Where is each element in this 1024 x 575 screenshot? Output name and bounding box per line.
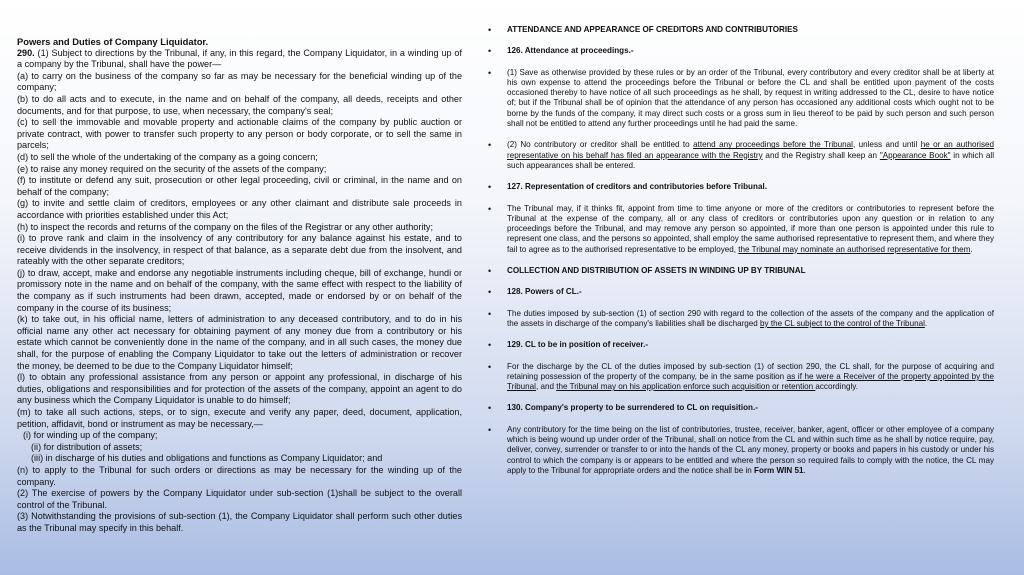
clause-f: (f) to institute or defend any suit, prosecution or other legal proceeding, civil or criminal, in the name and on behalf of the company; <box>17 175 462 197</box>
rule-130-body <box>507 425 994 475</box>
text-run: For the discharge by the CL of the duties imposed by sub-section (1) of section 290, the CL shall, for the purpose of acquiring and retaining possession of the property of the company, be in the same position <box>507 361 994 381</box>
bullet-icon: • <box>488 403 492 414</box>
rule-126-1: (1) Save as otherwise provided by these rules or by an order of the Tribunal, every contributory and every creditor shall be at liberty at his own expense to attend the proceedings before the Tribunal or before the CL and shall be entitled upon payment of the costs occasioned thereby to have notice of all such proceedings as he shall, by request in writing addressed to the CL, desire to have notice of; but if the Tribunal shall be of opinion that the attendance of any person has occasioned any additional costs which ought not to be borne by the funds of the company, it may direct such costs or a gross sum in lieu thereof to be paid by such person and such person shall not be entitled to attend any further proceedings until he had paid the same. <box>507 67 994 129</box>
text-run: in which all such appearances shall be entered. <box>507 150 994 170</box>
bullet-icon: • <box>488 424 492 435</box>
list-item <box>488 362 994 393</box>
list-item <box>488 46 994 56</box>
bullet-icon: • <box>488 287 492 298</box>
bullet-icon: • <box>488 266 492 277</box>
text-run: and the Registry shall keep an <box>762 150 880 160</box>
underlined-text: the Tribunal may nominate an authorised representative for them <box>738 244 971 254</box>
rule-129-body <box>507 362 994 392</box>
list-item <box>488 204 994 255</box>
rules-text <box>488 25 994 487</box>
underlined-text: as if he were a Receiver of the property appointed by the Tribunal <box>507 371 994 392</box>
underlined-text: he or an authorised representative on his behalf has filed an appearance with the Registry <box>507 140 995 160</box>
list-item <box>488 68 994 130</box>
bullet-icon: • <box>488 46 492 57</box>
sub-section-2: (2) The exercise of powers by the Company Liquidator under sub-section (1)shall be subject to the overall control of the Tribunal. <box>17 488 462 510</box>
heading-collection: COLLECTION AND DISTRIBUTION OF ASSETS IN WINDING UP BY TRIBUNAL <box>507 266 806 276</box>
clause-k: (k) to take out, in his official name, letters of administration to any deceased contributory, and to do in his official name any other act necessary for obtaining payment of any money due from a contributory or his estate which cannot be conveniently done in the name of the company, and in all such cases, the money due shall, for the purpose of enabling the Company Liquidator to take out the letters of administration or recover the money, be deemed to be due to the Company Liquidator himself; <box>17 314 462 371</box>
text-run: Any contributory for the time being on the list of contributories, trustee, receiver, banker, agent, officer or other employee of a company which is being wound up under order of the Tribunal, shall on notice from the CL and within such time as he shall by notice require, pay, deliver, convey, surrender or transfer to or into the hands of the CL any money, property or books and papers in his custody or under his control to which the company is or appears to be entitled and where the person so required fails to comply with the notice, the CL may apply to the Tribunal for appropriate orders and the notice shall be in <box>507 424 994 475</box>
sub-section-3: (3) Notwithstanding the provisions of sub-section (1), the Company Liquidator shall perform such other duties as the Tribunal may specify in this behalf. <box>17 511 462 533</box>
text-run: . <box>803 465 806 475</box>
underlined-text: by the CL subject to the control of the Tribunal <box>760 318 925 328</box>
rule-127-body <box>507 204 994 254</box>
heading-attendance: ATTENDANCE AND APPEARANCE OF CREDITORS AND CONTRIBUTORIES <box>507 25 798 34</box>
bullet-icon: • <box>488 203 492 214</box>
rule-127-heading: 127. Representation of creditors and contributories before Tribunal. <box>507 182 767 192</box>
text-run: , unless and until <box>852 140 921 150</box>
text-run: . <box>924 318 928 328</box>
clause-i: (i) to prove rank and claim in the insolvency of any contributory for any balance against his estate, and to receive dividends in the insolvency, in respect of that balance, as a separate debt due from the insolvent, and rateably with the other separate creditors; <box>17 233 462 267</box>
section-number: 290. <box>17 47 35 58</box>
list-item <box>488 25 994 35</box>
sub-clause-ii: (ii) for distribution of assets; <box>31 441 143 452</box>
clause-n: (n) to apply to the Tribunal for such orders or directions as may be necessary for the winding up of the company. <box>17 464 462 487</box>
list-item <box>488 182 994 192</box>
bullet-icon: • <box>488 25 492 35</box>
powers-duties-text <box>17 36 462 535</box>
clause-j: (j) to draw, accept, make and endorse any negotiable instruments including cheque, bill of exchange, hundi or promissory note in the name and on behalf of the company, with the same effect with respect to the liability of the company as if such instruments had been drawn, accepted, made or endorsed by or on behalf of the company in the course of its business; <box>17 267 462 313</box>
list-item <box>488 309 994 330</box>
rule-128-heading: 128. Powers of CL.- <box>507 287 582 297</box>
clause-b: (b) to do all acts and to execute, in the name and on behalf of the company, all deeds, receipts and other documents, and for that purpose, to use, when necessary, the company's seal; <box>17 93 462 116</box>
bullet-icon: • <box>488 182 492 193</box>
underlined-text: attend any proceedings before the Tribunal <box>693 140 853 150</box>
bullet-icon: • <box>488 308 492 319</box>
form-reference: Form WIN 51 <box>754 465 804 475</box>
rules-list <box>488 25 994 476</box>
text-run: , and <box>535 382 557 392</box>
clause-h: (h) to inspect the records and returns of the company on the files of the Registrar or any other authority; <box>17 221 434 232</box>
text-run: . <box>970 244 973 254</box>
clause-c: (c) to sell the immovable and movable property and actionable claims of the company by public auction or private contract, with power to transfer such property to any person or body corporate, or to sell the same in parcels; <box>17 117 462 151</box>
list-item <box>488 266 994 276</box>
rule-130-heading: 130. Company's property to be surrendered to CL on requisition.- <box>507 403 758 413</box>
rule-126-2 <box>507 140 994 170</box>
sub-clause-iii: (iii) in discharge of his duties and obligations and functions as Company Liquidator; and <box>31 453 383 464</box>
bullet-icon: • <box>488 340 492 351</box>
sub-clause-i: (i) for winding up of the company; <box>23 430 158 441</box>
clause-m: (m) to take all such actions, steps, or to sign, execute and verify any paper, deed, document, application, petition, affidavit, bond or instrument as may be necessary,— <box>17 407 462 429</box>
text-run: The duties imposed by sub-section (1) of section 290 with regard to the collection of the assets of the company and the application of the assets in discharge of the company's liabilities shall be discharged <box>507 308 994 328</box>
text-run: (2) No contributory or creditor shall be entitled to <box>507 140 694 150</box>
list-item <box>488 403 994 413</box>
clause-g: (g) to invite and settle claim of creditors, employees or any other claimant and distribute sale proceeds in accordance with priorities established under this Act; <box>17 198 462 220</box>
rule-128-body <box>507 309 994 328</box>
bullet-icon: • <box>488 67 492 78</box>
clause-e: (e) to raise any money required on the security of the assets of the company; <box>17 163 327 174</box>
underlined-text: "Appearance Book" <box>879 150 951 160</box>
rule-129-heading: 129. CL to be in position of receiver.- <box>507 340 649 350</box>
list-item <box>488 425 994 476</box>
section-title: Powers and Duties of Company Liquidator. <box>17 36 209 47</box>
clause-a: (a) to carry on the business of the company so far as may be necessary for the beneficial winding up of the company; <box>17 70 462 93</box>
bullet-icon: • <box>488 140 492 151</box>
list-item <box>488 140 994 171</box>
list-item <box>488 287 994 297</box>
text-run: The Tribunal may, if it thinks fit, appoint from time to time anyone or more of the creditors or contributories to represent before the Tribunal at the expense of the company, all or any class of creditors or contributories upon any question or in relation to any proceedings before the Tribunal, and may remove any person so appointed, if more than one person is appointed under this rule to represent one class, and the persons so appointed, shall employ the same authorised representative to represent them, and where they fail to agree as to the authorised representative to be employed, <box>507 203 994 254</box>
clause-l: (l) to obtain any professional assistance from any person or appoint any professional, in discharge of his duties, obligations and responsibilities and for protection of the assets of the company, appoint an agent to do any business which the Company Liquidator is unable to do himself; <box>17 372 462 406</box>
rule-126-heading: 126. Attendance at proceedings.- <box>507 46 634 56</box>
bullet-icon: • <box>488 361 492 372</box>
intro-text: (1) Subject to directions by the Tribunal, if any, in this regard, the Company Liquidator, in a winding up of a company by the Tribunal, shall have the power— <box>17 47 462 70</box>
list-item <box>488 340 994 350</box>
text-run: accordingly. <box>815 382 858 392</box>
underlined-text: the Tribunal may on his application enforce such acquisition or retention <box>556 382 816 392</box>
section-intro <box>17 48 462 71</box>
clause-d: (d) to sell the whole of the undertaking of the company as a going concern; <box>17 151 318 162</box>
